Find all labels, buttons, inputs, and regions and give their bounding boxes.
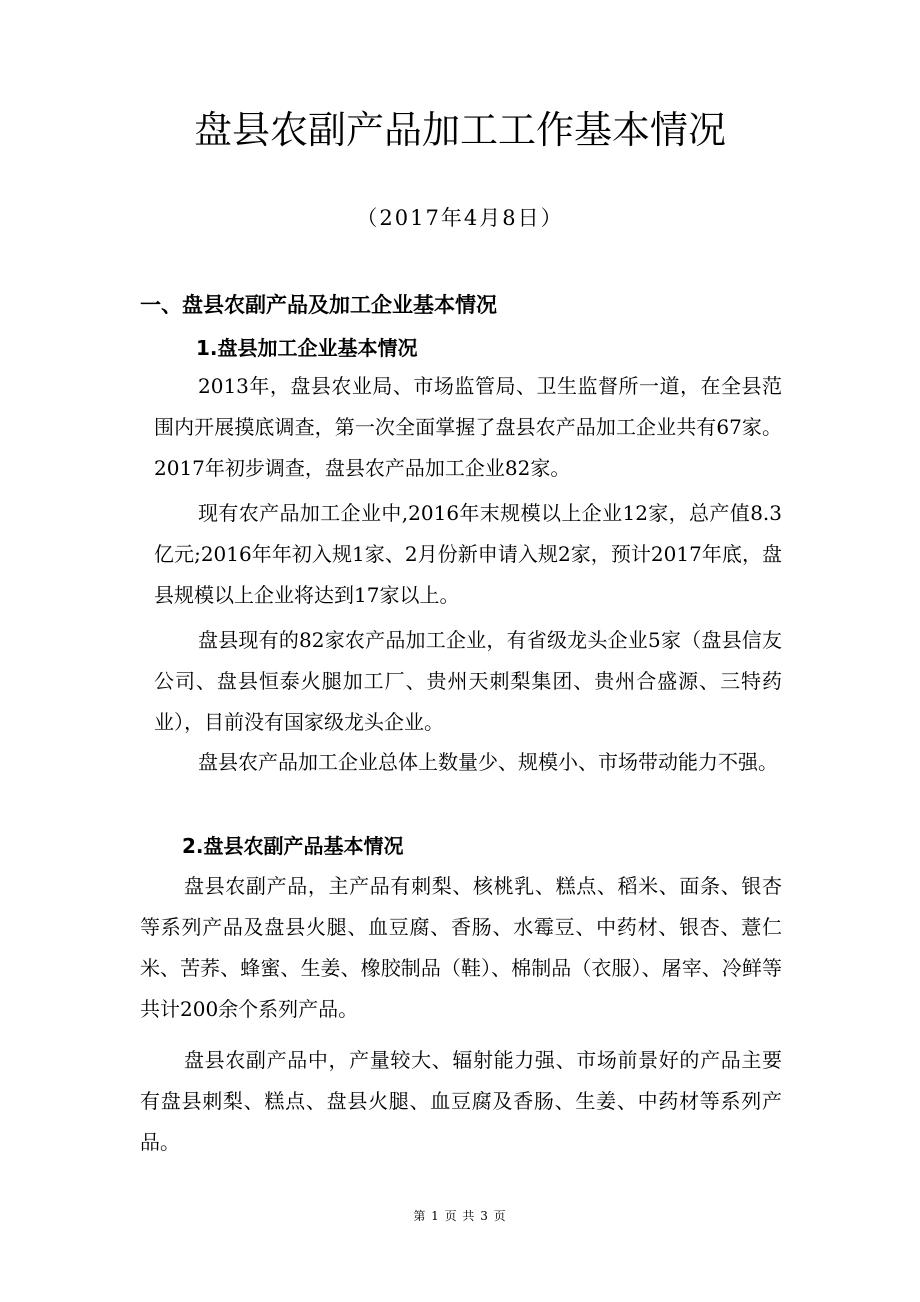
paragraph-1: 2013年，盘县农业局、市场监管局、卫生监督所一道，在全县范围内开展摸底调查，第一次全面掌握了盘县农产品加工企业共有67家。2017年初步调查，盘县农产品加工企业82家。 [154,374,782,480]
paragraph-6: 盘县农副产品中，产量较大、辐射能力强、市场前景好的产品主要有盘县刺梨、糕点、盘县火腿、血豆腐及香肠、生姜、中药材等系列产品。 [140,1048,782,1154]
paragraph-2: 现有农产品加工企业中,2016年末规模以上企业12家，总产值8.3亿元;2016年年初入规1家、2月份新申请入规2家，预计2017年底，盘县规模以上企业将达到17家以上。 [154,501,782,607]
paragraph-3: 盘县现有的82家农产品加工企业，有省级龙头企业5家（盘县信友公司、盘县恒泰火腿加工厂、贵州天刺梨集团、贵州合盛源、三特药业），目前没有国家级龙头企业。 [154,628,782,734]
subsection-heading-2: 2.盘县农副产品基本情况 [182,834,404,858]
subsection-heading-1: 1.盘县加工企业基本情况 [196,336,418,360]
document-title: 盘县农副产品加工工作基本情况 [193,108,726,152]
section-heading-1: 一、盘县农副产品及加工企业基本情况 [140,293,497,317]
page-footer: 第 1 页 共 3 页 [413,1209,507,1223]
paragraph-5: 盘县农副产品，主产品有刺梨、核桃乳、糕点、稻米、面条、银杏等系列产品及盘县火腿、血豆腐、香肠、水霉豆、中药材、银杏、薏仁米、苦荞、蜂蜜、生姜、橡胶制品（鞋）、棉制品（衣服）、屠宰、冷鲜等共计200余个系列产品。 [140,874,782,1021]
paragraph-4: 盘县农产品加工企业总体上数量少、规模小、市场带动能力不强。 [198,750,778,774]
document-date: （2017年4月8日） [356,206,564,230]
